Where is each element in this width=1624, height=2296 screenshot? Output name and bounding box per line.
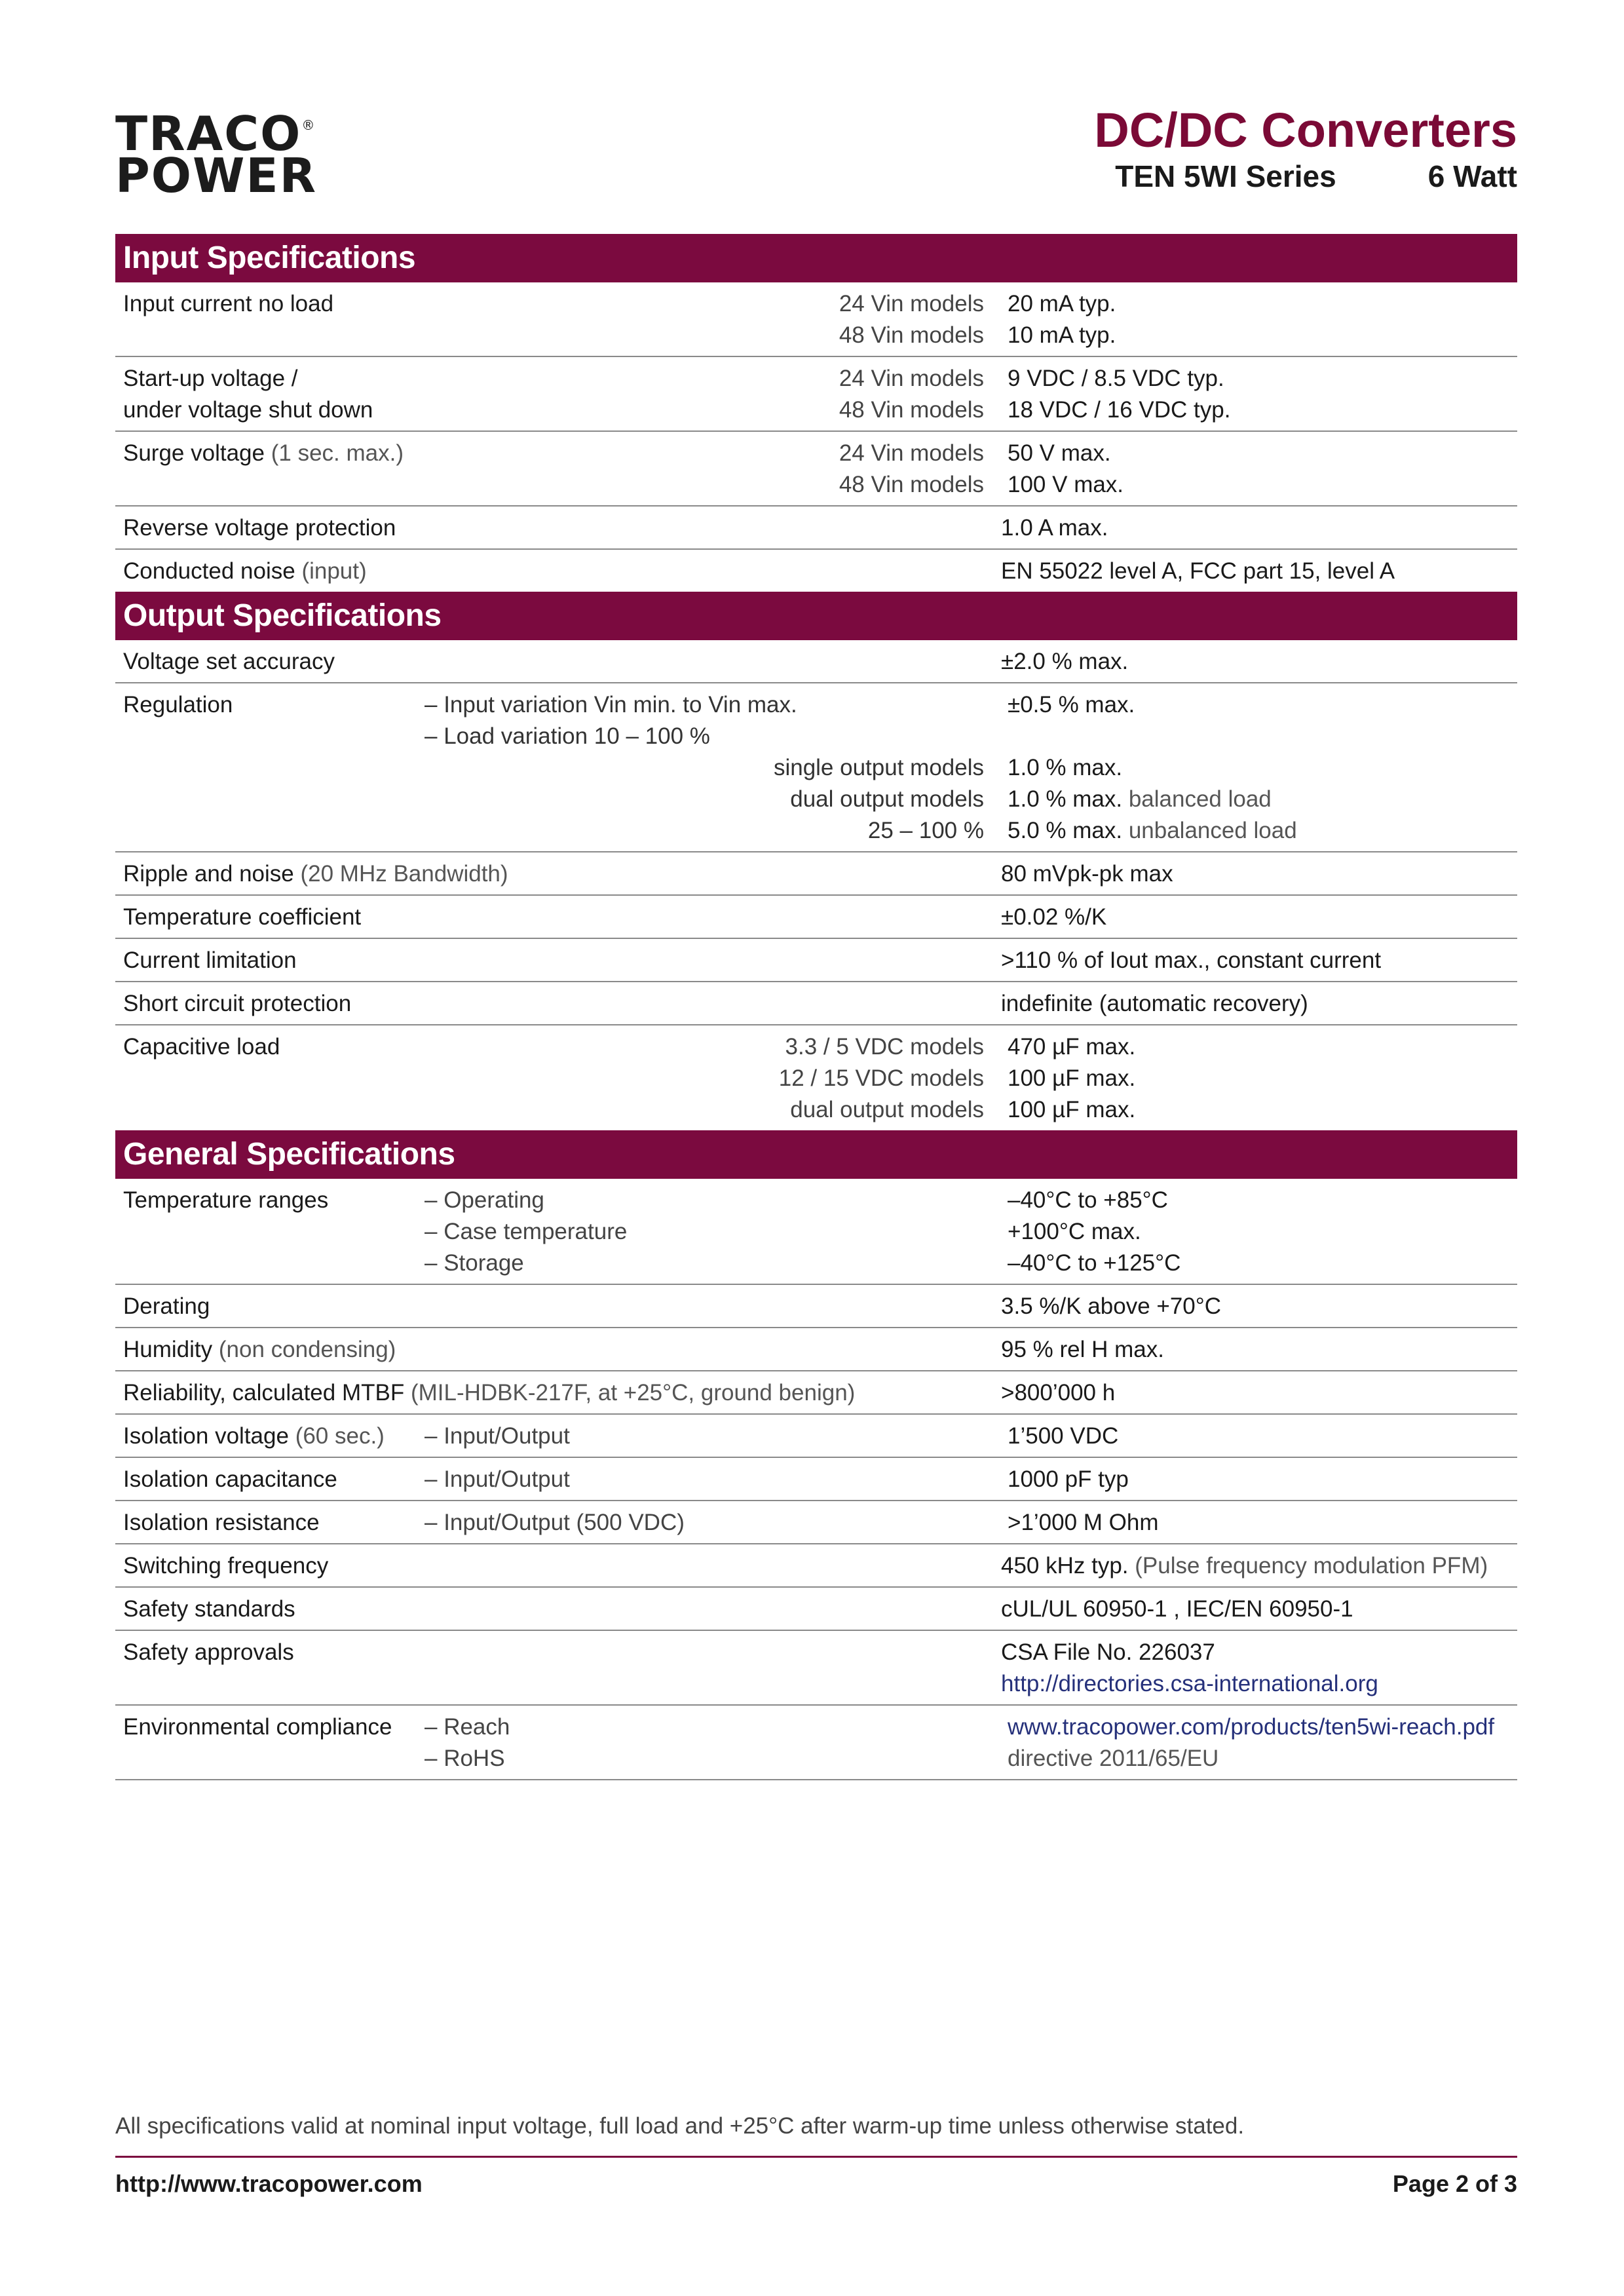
spec-row-temperature-ranges: Temperature ranges – Operating – Case temperature – Storage –40°C to +85°C +100°C max. –40°C to +125°C xyxy=(115,1179,1517,1285)
spec-row-startup-voltage: Start-up voltage / under voltage shut down 24 Vin models 48 Vin models 9 VDC / 8.5 VDC typ. 18 VDC / 16 VDC typ. xyxy=(115,357,1517,432)
reach-pdf-link[interactable]: www.tracopower.com/products/ten5wi-reach.pdf xyxy=(1008,1714,1495,1740)
document-title: DC/DC Converters xyxy=(1094,103,1517,157)
footer-note: All specifications valid at nominal input voltage, full load and +25°C after warm-up time unless otherwise stated. xyxy=(115,2113,1245,2139)
spec-row-capacitive-load: Capacitive load 3.3 / 5 VDC models 12 / 15 VDC models dual output models 470 µF max. 100 µF max. 100 µF max. xyxy=(123,1034,1136,1122)
series-line xyxy=(1094,159,1517,194)
spec-row-surge-voltage: Surge voltage (1 sec. max.) 24 Vin models 48 Vin models 50 V max. 100 V max. xyxy=(115,432,1517,507)
specifications-table xyxy=(115,234,1517,1780)
spec-row-environmental-compliance: Environmental compliance – Reach – RoHS www.tracopower.com/products/ten5wi-reach.pdf directive 2011/65/EU xyxy=(115,1706,1517,1780)
traco-power-logo: TRACO® POWER xyxy=(115,106,318,203)
spec-row-reverse-voltage: Reverse voltage protection 1.0 A max. xyxy=(115,507,1517,550)
section-heading-general: General Specifications xyxy=(115,1130,1517,1179)
spec-row-temp-coefficient: Temperature coefficient ±0.02 %/K xyxy=(115,896,1517,939)
document-title-block xyxy=(1094,105,1517,194)
spec-row-input-current: Input current no load 24 Vin models 48 Vin models 20 mA typ. 10 mA typ. xyxy=(115,282,1517,357)
footer-divider xyxy=(115,2156,1517,2158)
spec-row-isolation-voltage: Isolation voltage (60 sec.) – Input/Output 1’500 VDC xyxy=(115,1415,1517,1458)
series-name: TEN 5WI Series xyxy=(1115,159,1336,193)
spec-row-regulation: Regulation – Input variation Vin min. to Vin max. – Load variation 10 – 100 % single output models dual output models 25 – 100 % ±0.5 % max. 1.0 % max. 1.0 % max. balanced load 5.0 % max. unbalanced load xyxy=(115,683,1517,852)
spec-row-safety-approvals: Safety approvals CSA File No. 226037 http://directories.csa-international.org xyxy=(115,1631,1517,1706)
spec-row-switching-frequency: Switching frequency 450 kHz typ. (Pulse frequency modulation PFM) xyxy=(115,1544,1517,1588)
spec-row-current-limitation: Current limitation >110 % of Iout max., constant current xyxy=(115,939,1517,982)
section-heading-output: Output Specifications xyxy=(115,592,1517,640)
spec-row-isolation-resistance: Isolation resistance – Input/Output (500 VDC) >1’000 M Ohm xyxy=(115,1501,1517,1544)
spec-row-isolation-capacitance: Isolation capacitance – Input/Output 1000 pF typ xyxy=(115,1458,1517,1501)
csa-directory-link[interactable]: http://directories.csa-international.org xyxy=(1001,1671,1378,1696)
spec-row-voltage-accuracy: Voltage set accuracy ±2.0 % max. xyxy=(115,640,1517,683)
spec-row-mtbf: Reliability, calculated MTBF (MIL-HDBK-217F, at +25°C, ground benign) >800’000 h xyxy=(115,1371,1517,1415)
spec-row-short-circuit: Short circuit protection indefinite (automatic recovery) xyxy=(115,982,1517,1025)
spec-row-derating: Derating 3.5 %/K above +70°C xyxy=(115,1285,1517,1328)
section-heading-input: Input Specifications xyxy=(115,234,1517,282)
spec-row-humidity: Humidity (non condensing) 95 % rel H max. xyxy=(115,1328,1517,1371)
footer-website-link[interactable]: http://www.tracopower.com xyxy=(115,2170,423,2197)
spec-row-ripple-noise: Ripple and noise (20 MHz Bandwidth) 80 mVpk-pk max xyxy=(115,852,1517,896)
power-rating: 6 Watt xyxy=(1427,159,1517,193)
spec-row-conducted-noise: Conducted noise (input) EN 55022 level A, FCC part 15, level A xyxy=(123,558,1395,584)
page-number: Page 2 of 3 xyxy=(1392,2170,1517,2197)
spec-row-safety-standards: Safety standards cUL/UL 60950-1 , IEC/EN 60950-1 xyxy=(115,1588,1517,1631)
